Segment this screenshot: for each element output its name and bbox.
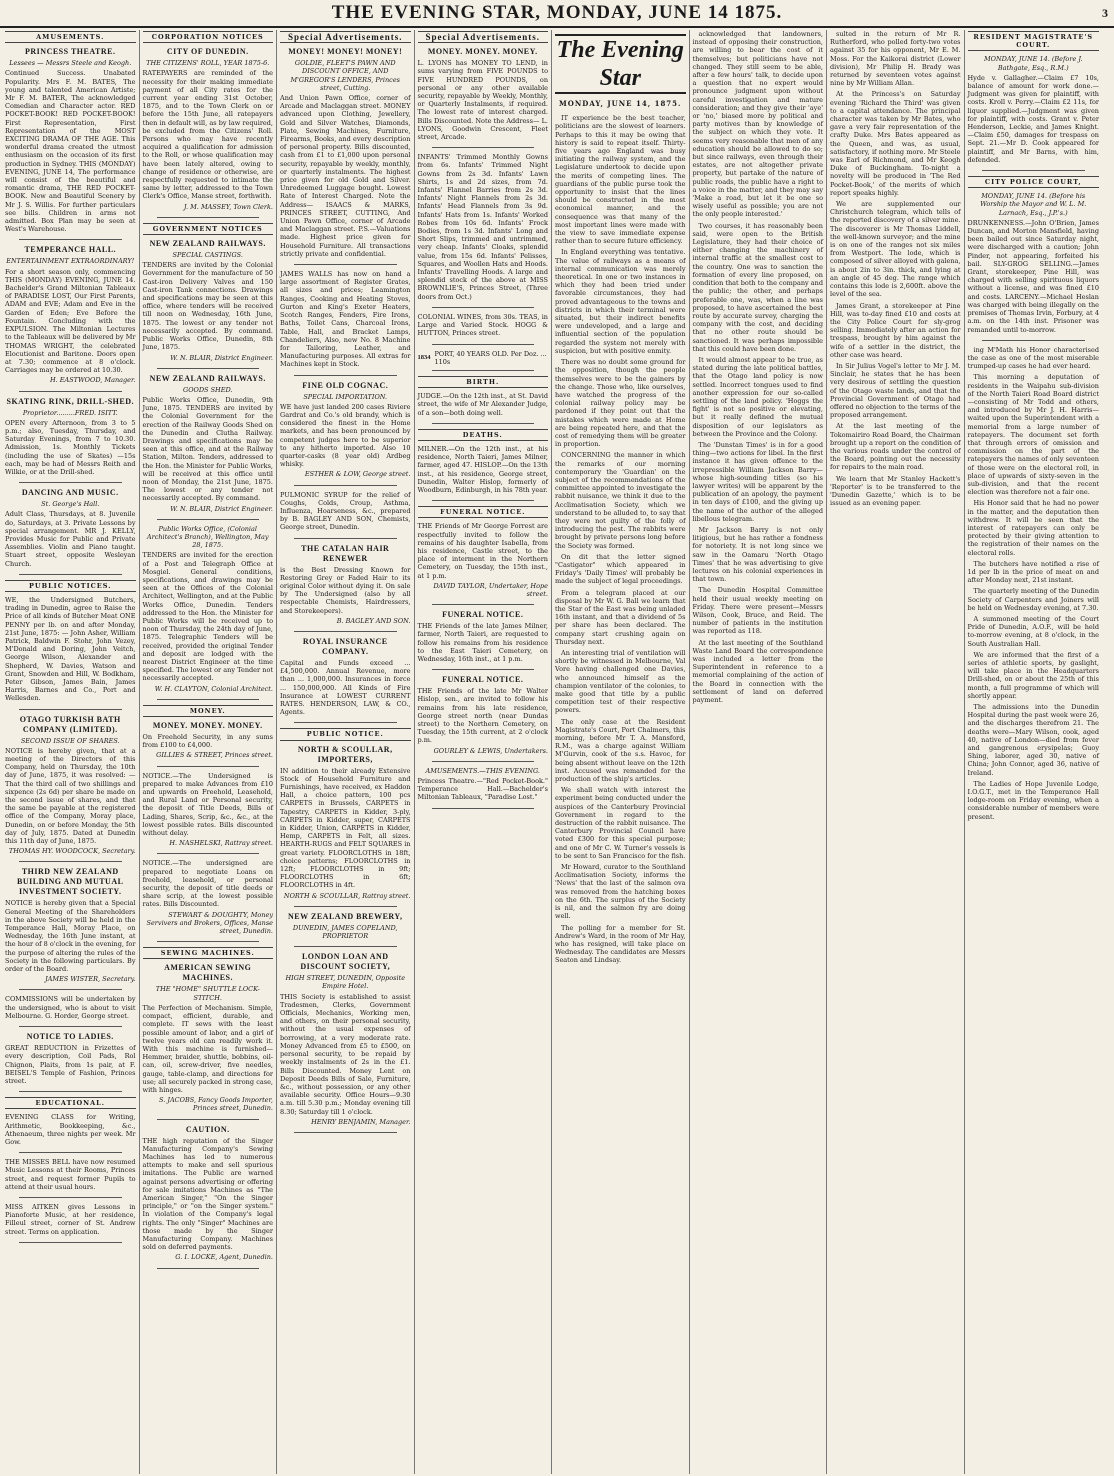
divider: [157, 941, 260, 942]
notice-body: Continued Success. Unabated Popularity. Mrs F. M. BATES, The young and talented American Artiste; Mr F. M. BATER, The acknowledged Comedian and Character actor. RED POCKET-BOOK! RED POCKET-BOOK! First Representation, First Representation of the MOST EXCITING DRAMA OF THE AGE. This wonderful drama created the utmost enthusiasm on the occasion of its first production in Sydney. THIS (MONDAY) EVENING, JUNE 14, The performance will consist of the beautiful and romantic drama, THE RED POCKET-BOOK. New and Beautiful Scenery by Mr J. S. Willis. For further particulars see bills. Children in arms not admitted. Box Plan may be seen at West's Warehouse.: [5, 69, 136, 234]
notice-subtitle: SPECIAL CASTINGS.: [172, 251, 243, 260]
notice-title: MONEY. MONEY. MONEY.: [152, 721, 263, 731]
notice-item: [418, 313, 549, 338]
notice-item: [280, 491, 411, 532]
section-heading: MONEY.: [143, 705, 274, 717]
notice-subtitle: ENTERTAINMENT EXTRAORDINARY!: [6, 257, 135, 266]
section-heading: Special Advertisements.: [418, 31, 549, 43]
divider: [19, 482, 122, 483]
notice-body: Capital and Funds exceed ... £4,500,000. Annual Revenue, more than ... 1,000,000. Insurances in force ... 150,000,000. All Kinds of Fire Insurance at LOWEST CURRENT RATES. HENDERSON, LAW, & CO., Agents.: [280, 658, 411, 717]
divider: [432, 669, 535, 670]
notice-title: MONEY. MONEY. MONEY.: [427, 47, 538, 57]
section-heading: BIRTH.: [418, 376, 549, 388]
notice-item: [5, 715, 136, 856]
article-paragraph: There was no doubt some ground for the opposition, though the people themselves were to be the gainers by the change. Those who, like ourselves, have watched the progress of the colonial railway policy may be pardoned if they point out that the mistakes which were made at Home are being repeated here, and that the cost of remedying them will be greater in proportion.: [555, 358, 686, 449]
article-paragraph: James Grant, a storekeeper at Pine Hill, was to-day fined £10 and costs at the City Police Court for sly-grog selling. Immediately after an action for trespass, brought by him against the wife of a settler in the district, the other case was heard.: [830, 301, 961, 359]
notice-signature: GOURLEY & LEWIS, Undertakers.: [433, 746, 548, 755]
notice-signature: H. NASHELSKI, Rattray street.: [169, 839, 273, 848]
notice-item: [5, 867, 136, 983]
notice-title: NEW ZEALAND RAILWAYS.: [149, 239, 266, 249]
notice-item: [418, 153, 549, 301]
notice-subtitle: St. George's Hall.: [41, 500, 100, 509]
editorial-article: [693, 30, 824, 704]
notice-body: And Union Pawn Office, corner of Arcade and Maclaggan street. MONEY advanced upon Clothing, Jewellery, Gold and Silver Watches, Diamonds, Plate, Sewing Machines, Furniture, Firearms, Books, and every description of personal property. Bills discounted, cash from £1 to £1,000 upon personal security, repayable by weekly, monthly, or quarterly instalments. The highest price given for old Gold and Silver. Unredeemed Luggage bought. Lowest Rate of Interest Charged. Note the Address— ISAACS & MARKS, PRINCES STREET, CUTTING, And Union Pawn Office, corner of Arcade and Maclaggan street. P.S.—Valuations made. Highest price given for Household Furniture. All transactions strictly private and confidential.: [280, 94, 411, 258]
divider: [157, 519, 260, 520]
divider: [157, 1268, 260, 1269]
notice-body: EVENING CLASS for Writing, Arithmetic, Bookkeeping, &c., Athenaeum, three nights per week. Mr Gow.: [5, 1113, 136, 1146]
notice-subtitle: Public Works Office, (Colonial Architect's Branch), Wellington, May 28, 1875.: [146, 524, 269, 550]
notice-subtitle: GOLDIE, FLEET'S PAWN AND DISCOUNT OFFICE, AND M'GREGOR'S LENDERS, Princes street, Cutting.: [290, 59, 401, 92]
divider: [157, 1119, 260, 1120]
notice-body: THIS Society is established to assist Tradesmen, Clerks, Government Officials, Mechanics, Working men, and others, on their personal security, without the usual expenses of borrowing, at a very moderate rate. Money Advanced from £5 to £500, on personal security, to be repaid by weekly instalments of 2s in the £1. Bills Discounted. Money Lent on Deposit Deeds Bills of Sale, Furniture, &c., without possession, or any other available security. Office Hours—9.30 a.m. till 5.30 p.m.; Monday evening till 8.30; Saturday till 1 o'clock.: [280, 992, 411, 1116]
notice-item: [5, 245, 136, 384]
notice-signature: S. JACOBS, Fancy Goods Importer, Princes street, Dunedin.: [158, 1096, 273, 1113]
column-8: [965, 30, 1103, 1474]
notice-item: [280, 381, 411, 479]
notice-body: TENDERS are invited for the erection of a Post and Telegraph Office at Mosgiel. General conditions, specifications, and drawings may be seen at the Offices of the Colonial Architect, Wellington, and at the Public Works Office, Dunedin. Tenders addressed to the Hon. the Minister for Public Works will be received up to noon of Thursday, the 24th day of June, 1875. Telegraphic Tenders will be received, provided the original Tender and deposit are lodged with the nearest District Engineer at the time specified. The lowest or any Tender not necessarily accepted.: [142, 551, 273, 683]
divider: [294, 946, 397, 947]
notice-item: [280, 270, 411, 368]
article-paragraph: At the last meeting of the Southland Waste Land Board the correspondence was included a letter from the Superintendent in reference to a memorial complaining of the action of the Board in connection with the settlement of land on deferred payment.: [692, 638, 823, 705]
article-paragraph: In Sir Julius Vogel's letter to Mr J. M. Sinclair, he states that he has been very desirous of settling the question of the Otago waste lands, and that the Provincial Government of Otago had offered no objection to the terms of the proposed arrangement.: [830, 361, 961, 420]
article-paragraph: At the last meeting of the Tokomairiro Road Board, the Chairman brought up a report on the condition of the various roads under the control of the Board, pointing out the necessity for repairs to the main road.: [830, 422, 961, 472]
port-wine-ad: [418, 350, 549, 366]
article-paragraph: The Ladies of Hope Juvenile Lodge, I.O.G.T., met in the Temperance Hall lodge-room on Friday evening, when a considerable number of members were present.: [967, 779, 1099, 821]
notice-body: THE MISSES BELL have now resumed Music Lessons at their Rooms, Princes street, and request former Pupils to attend at their usual hours.: [5, 1158, 136, 1191]
notice-body: THE Friends of the late James Milner, farmer, North Taieri, are requested to follow his remains from his residence to the East Taieri Cemetery, on Wednesday, 16th inst., at 1 p.m.: [417, 622, 548, 663]
notice-item: [418, 675, 549, 755]
column-2: [140, 30, 278, 1474]
notice-title: FUNERAL NOTICE.: [442, 675, 524, 685]
notice-title: MONEY! MONEY! MONEY!: [288, 47, 403, 57]
divider: [294, 906, 397, 907]
column-4: [415, 30, 553, 1474]
article-paragraph: An interesting trial of ventilation will shortly be witnessed in Melbourne, Val Vore having challenged one Davies, who announced himself as the champion ventilator of the colonies, to make good that title by a public competition test of their respective powers.: [555, 649, 686, 715]
notice-item: [5, 995, 136, 1020]
editorial-article: [555, 114, 686, 964]
article-paragraph: The admissions into the Dunedin Hospital during the past week were 26, and the discharges therefrom 21. The deaths were—Mary Wilson, cook, aged 40, native of London—died from fever and gangrenous erysipelas; Guoy Shing, laborer, aged 30, native of China; John Connor, aged 36, native of Ireland.: [967, 703, 1099, 777]
notice-item: [143, 963, 274, 1112]
section-heading: PUBLIC NOTICE.: [280, 728, 411, 740]
notice-item: [418, 522, 549, 598]
notice-body: RATEPAYERS are reminded of the necessity for their making immediate payment of all City rates for the current year ending 31st October, 1875, and to the Town Clerk on or before the 15th June, all ratepayers then in default will, as by law required, be excluded from the Citizens' Roll. Persons who may have recently acquired a qualification for admission to the Roll, or whose qualification may have been lately altered, owing to change of residence or otherwise, are respectfully requested to intimate the same by letter, addressed to the Town Clerk's Office, Manse street, forthwith.: [142, 69, 273, 201]
notice-subtitle: Lessees — Messrs Steele and Keogh.: [9, 59, 132, 68]
newspaper-logo: The Evening Star: [555, 34, 686, 94]
notice-item: [280, 952, 411, 1126]
notice-signature: JAMES WISTER, Secretary.: [45, 975, 136, 984]
article-paragraph: ing M'Math his Honor characterised the case as one of the most miserable trumped-up cases he had ever heard.: [967, 345, 1099, 371]
notice-title: TEMPERANCE HALL.: [24, 245, 117, 255]
notice-item: [968, 55, 1100, 164]
notice-signature: DAVID TAYLOR, Undertaker, Hope street.: [433, 581, 548, 598]
notice-title: CITY OF DUNEDIN.: [166, 47, 249, 57]
notice-item: [5, 1203, 136, 1236]
page-number: 3: [1102, 6, 1108, 20]
notice-signature: G. I. LOCKE, Agent, Dunedin.: [175, 1253, 273, 1262]
notice-item: [280, 637, 411, 716]
notice-body: COLONIAL WINES, from 30s. TEAS, in Large and Varied Stock. HOGG & HUTTON, Princes street.: [417, 312, 548, 338]
notice-body: Princess Theatre.—"Red Pocket-Book." Temperance Hall.—Bachelder's Miltonian Tableaux, "Paradise Lost.": [417, 777, 548, 802]
notice-body: PULMONIC SYRUP for the relief of Coughs, Colds, Croup, Asthma, Influenza, Hoarseness, &c., prepared by B. BAGLEY AND SON, Chemists, George street, Dunedin.: [280, 490, 411, 532]
notice-item: [280, 544, 411, 625]
column-grid: [2, 30, 1112, 1474]
notice-title: DANCING AND MUSIC.: [21, 488, 119, 498]
divider: [19, 391, 122, 392]
divider: [294, 538, 397, 539]
notice-item: [143, 772, 274, 848]
divider: [294, 722, 397, 723]
notice-signature: THOMAS HY. WOODCOCK, Secretary.: [8, 847, 136, 856]
notice-title: NOTICE TO LADIES.: [26, 1032, 114, 1042]
notice-body: TENDERS are invited by the Colonial Government for the manufacture of 50 Cast-iron Delivery Valves and 150 Cast-iron Tank connections. Drawings and specifications may be seen at this office, where tenders will be received till noon on Wednesday, 16th June, 1875. The lowest or any tender not necessarily accepted. By command. Public Works Office, Dunedin, 8th June, 1875.: [142, 261, 273, 352]
notice-title: PRINCESS THEATRE.: [25, 47, 116, 57]
notice-subtitle: SECOND ISSUE OF SHARES.: [20, 736, 120, 745]
notice-subtitle: SPECIAL IMPORTATION.: [303, 392, 388, 401]
divider: [982, 340, 1086, 341]
divider: [19, 1242, 122, 1243]
article-paragraph: We shall watch with interest the experiment being conducted under the auspices of the Canterbury Provincial Government in regard to the destruction of the rabbit nuisance. The Canterbury Provincial Council have voted £300 for this special purpose; and one of Mr C. W. Turner's vessels is to be sent to San Francisco for the fish.: [555, 786, 686, 860]
divider: [157, 368, 260, 369]
article-paragraph: The butchers have notified a rise of 1d per lb in the price of meat on and after Monday next, 21st instant.: [967, 559, 1099, 585]
divider: [19, 989, 122, 990]
notice-body: NOTICE is hereby given, that at a meeting of the Directors of this Company, held on Thursday, the 10th day of June, 1875, it was resolved: — That the third call of two shillings and sixpence (2s 6d) per share be made on the second issue of shares, and that the same be payable at the registered office of the Company, Moray place, Dunedin, on or before Monday, the 5th day of July, 1875. Dated at Dunedin this 11th day of June, 1875.: [5, 746, 136, 846]
section-heading: AMUSEMENTS.: [5, 31, 136, 43]
divider: [432, 423, 535, 424]
divider: [432, 370, 535, 371]
divider: [157, 217, 260, 218]
notice-body: Hyde v. Gallagher.—Claim £7 10s, balance of amount for work done.—Judgment was given for plaintiff, with costs. Kroll v. Perry.—Claim £2 11s, for liquor supplied.—Judgment was given for plaintiff, with costs. Grant v. Peter Henderson, Leckie, and James Knight.—Claim £50, damages for trespass on Sept. 21.—Mr D. Cook appeared for plaintiff, and Mr Barns, with him, defended.: [967, 73, 1099, 164]
divider: [19, 574, 122, 575]
section-heading: SEWING MACHINES.: [143, 947, 274, 959]
notice-item: [5, 1113, 136, 1146]
section-heading: GOVERNMENT NOTICES: [143, 223, 274, 235]
divider: [19, 1091, 122, 1092]
divider: [432, 307, 535, 308]
article-paragraph: His Honor said that he had no power in the matter, and the deputation then withdrew. It will be seen that the interest of ratepayers can only be protected by their giving attention to the registration of their names on the electoral rolls.: [967, 499, 1099, 557]
divider: [294, 485, 397, 486]
notice-title: THIRD NEW ZEALAND BUILDING AND MUTUAL INVESTMENT SOCIETY.: [17, 867, 124, 897]
column-7: [827, 30, 965, 1474]
divider: [294, 375, 397, 376]
notice-item: [143, 239, 274, 362]
divider: [982, 170, 1086, 171]
notice-body: NOTICE.—The Undersigned is prepared to make Advances from £10 and upwards on Freehold, Leasehold, and Rural Land or Personal security, the deposit of Title Deeds, Bills of Lading, Shares, Scrip, &c., &c., at the lowest possible rates. Bills discounted without delay.: [142, 771, 273, 838]
masthead: [0, 0, 1114, 28]
notice-title: OTAGO TURKISH BATH COMPANY (LIMITED).: [19, 714, 121, 734]
divider: [294, 1132, 397, 1133]
issue-date: MONDAY, JUNE 14, 1875.: [559, 99, 682, 108]
notice-body: GREAT REDUCTION in Frizettes of every description, Coil Pads, Rol Chignon, Plaits, from 1s pair, at F. BEISEL'S Temple of Fashion, Princes street.: [5, 1044, 136, 1085]
notice-title: FINE OLD COGNAC.: [302, 380, 389, 390]
divider: [19, 1026, 122, 1027]
notice-body: INFANTS' Trimmed Monthly Gowns from 6s. Infants' Trimmed Night Gowns from 2s 3d. Infants' Lawn Shirts, 1s and 2d sizes, from 7d. Infants' Flannel Barries from 2s 3d. Infants' Night Flannels from 2s 3d. Infants' Head Flannels from 3s 9d. Infants' Hats from 1s. Infants' Worked Robes from 10s 6d. Infants' Frock Bodies, from 1s 3d. Infants' Long and Short Slips, trimmed and untrimmed, very cheap. Infants' Cloaks, splendid value, from 15s 6d. Infants' Pelisses, Squares, and Woollen Hats and Hoods. Infants' Travelling Hoods. A large and splendid stock of the above at MISS BROWNLIE'S, Princes Street, (Three doors from Oct.): [417, 153, 548, 301]
article-paragraph: On dit that the letter signed "Castigator" which appeared in Friday's 'Daily Times' will probably be made the subject of legal proceedings.: [555, 552, 686, 586]
notice-item: [418, 47, 549, 141]
notice-signature: ESTHER & LOW, George street.: [304, 470, 411, 479]
notice-title: LONDON LOAN AND DISCOUNT SOCIETY,: [300, 952, 391, 972]
notice-title: THE CATALAN HAIR RENEWER: [301, 543, 390, 563]
notice-subtitle: DUNEDIN, JAMES COPELAND, PROPRIETOR: [292, 923, 398, 941]
article-paragraph: The quarterly meeting of the Dunedin Society of Carpenters and Joiners will be held on Wednesday evening, at 7.30.: [967, 587, 1099, 612]
section-heading: Special Advertisements.: [280, 31, 411, 43]
notice-body: WE, the Undersigned Butchers, trading in Dunedin, agree to Raise the Price of all kinds of Butcher Meat ONE PENNY per lb. on and after Monday, 21st June, 1875: — John Asher, William Patrick, Baldwin F. Stohr, John Vezey, M'Donald and Doring, John Veitch, George Wilson, Alexander and Shepherd, W. Davies, Watson and Grant, Snowden and Hill, W. Bodkham, Peter Gibson, James Bain, James Harris, Barnes and Co., Port and Wellesden.: [5, 595, 136, 703]
divider: [294, 264, 397, 265]
notice-title: NORTH & SCOULLAR, IMPORTERS,: [297, 744, 393, 764]
column-1: [2, 30, 140, 1474]
section-heading: EDUCATIONAL.: [5, 1097, 136, 1109]
section-heading: CORPORATION NOTICES: [143, 31, 274, 43]
notice-item: [143, 525, 274, 693]
notice-body: MISS AITKEN gives Lessons in Pianoforte Music, at her residence, Filleul street, corner of St. Andrew street. Terms on application.: [5, 1202, 136, 1236]
notice-title: CAUTION.: [185, 1124, 230, 1134]
notice-body: For a short season only, commencing THIS (MONDAY) EVENING, JUNE 14. Bachelder's Grand Miltonian Tableaux of PARADISE LOST, Our First Parents, ADAM and EVE; Adam and Eve in the Garden of Eden; Eve Before the Fountain. Concluding with the EXPULSION. The Miltonian Lectures to the Tableaux will be delivered by Mr THOMAS WRIGHT, the celebrated Elocutionist and Baritone. Doors open at 7.30; commence at 8 o'clock. Carriages may be ordered at 10.30.: [5, 267, 136, 375]
notice-item: [143, 1125, 274, 1262]
notice-body: Adult Class, Thursdays, at 8. Juvenile do, Saturdays, at 3. Private Lessons by special arrangement. MR J. KELLY, Provides Music for Public and Private Assemblies. Violin and Piano taught. Stuart street, opposite Wesleyan Church.: [5, 510, 136, 568]
divider: [432, 344, 535, 345]
notice-title: NEW ZEALAND RAILWAYS.: [149, 373, 266, 383]
notice-body: On Freehold Security, in any sums from £100 to £4,000.: [142, 733, 273, 750]
divider: [19, 709, 122, 710]
notice-item: [280, 745, 411, 900]
notice-signature: B. BAGLEY AND SON.: [336, 616, 411, 625]
notice-item: [418, 610, 549, 663]
divider: [157, 766, 260, 767]
article-paragraph: It would almost appear to be true, as stated during the late political battles, that the Otago land policy is now settled. Incorrect tongues used to find another expression for our so-called settling of the land policy. 'Hoggs the fight' is not so positive or elevating, but it really defined the mutual disposition of our legislators as between the Province and the Colony.: [692, 355, 823, 438]
notice-subtitle: MONDAY, JUNE 14. (Before J. Bathgate, Esq., R.M.): [983, 55, 1083, 72]
notice-signature: W. H. CLAYTON, Colonial Architect.: [154, 684, 273, 693]
notice-body: THE Friends of the late Mr Walter Hislop, sen., are invited to follow his remains from his late residence, George street north (near Dundas street) to the Northern Cemetery, on Tuesday, the 15th current, at 2 o'clock p.m.: [417, 687, 548, 745]
section-heading: FUNERAL NOTICE.: [418, 506, 549, 518]
notice-subtitle: Proprietor.........FRED. ISITT.: [22, 408, 118, 417]
notice-item: [280, 912, 411, 940]
notice-body: IN addition to their already Extensive Stock of Household Furniture and Furnishings, have received, ex Haddon Hall, a choice pattern, 100 pcs CARPETS in Brussels, CARPETS in Tapestry, CARPETS in Kidder, 3-ply, CARPETS in Kidder, super, CARPETS in Kidder, Union, CARPETS in Kidder, Hemp, CARPETS in Felt, all sizes. HEARTH-RUGS and FELT SQUARES in great variety. FLOORCLOTHS in 18ft, choice patterns; FLOORCLOTHS in 12ft; FLOORCLOTHS in 9ft; FLOORCLOTHS in 6ft; FLOORCLOTHS in 4ft.: [280, 766, 411, 890]
article-paragraph: CONCERNING the manner in which the remarks of our morning contemporary the 'Guardian' on the subject of the recommendations of the committee appointed to investigate the rabbit nuisance, we think it due to the Acclimatisation Society, which we understand to be alluded to, to say that they were not guilty of the folly of introducing the pest. The rabbits were brought by private persons long before the Society was formed.: [555, 451, 686, 550]
editorial-article: [830, 30, 961, 507]
article-paragraph: The 'Dunstan Times' is in for a good thing—two actions for libel. In the first instance it has given offence to the irrepressible William Jackson Barry—whose high-sounding titles (so his lawyer writes) will be apparent by the publication of an apology, the payment in ten days of £100, and the giving up the name of the author of the alleged libellous telegram.: [692, 440, 823, 523]
divider: [432, 147, 535, 148]
article-paragraph: Mr Jackson Barry is not only litigious, but he has rather a fondness for notoriety. It is not long since we saw in the Oamaru 'North Otago Times' that he was advertising to give lectures on his colonial experiences in that town.: [692, 525, 823, 584]
divider: [19, 1152, 122, 1153]
divider: [294, 631, 397, 632]
divider: [432, 761, 535, 762]
notice-item: [5, 397, 136, 477]
notice-subtitle: THE CITIZENS' ROLL, YEAR 1875-6.: [146, 59, 270, 68]
notice-signature: NORTH & SCOULLAR, Rattray street.: [283, 891, 411, 900]
article-paragraph: IT experience be the best teacher, politicians are the slowest of learners. Perhaps to this it may be owing that history is said to repeat itself. Thirty-five years ago England was busy initiating the railway system, and the Legislature undertook to decide upon the merits of competing lines. The guardians of the public purse took the opportunity to insist that the lines should be constructed in the most economical manner, and the consequence was that many of the most important lines were made with the view to save immediate expense rather than to secure future efficiency.: [555, 114, 686, 246]
section-heading: RESIDENT MAGISTRATE'S COURT.: [968, 31, 1100, 51]
article-paragraph: This morning a deputation of residents in the Waipahu sub-division of the North Taieri Road Board district—consisting of Mr Todd and others, and introduced by Mr J. H. Harris—waited upon the Superintendent with a memorial from a large number of ratepayers. The document set forth that through errors of omission and commission on the part of the ratepayers the names of only seventeen of those were on the electoral roll, in place of upwards of sixty-seven in the sub-division, and that the recent election was therefore not a fair one.: [967, 373, 1099, 497]
notice-signature: H. EASTWOOD, Manager.: [49, 376, 136, 385]
notice-body: L. LYONS has MONEY TO LEND, in sums varying from FIVE POUNDS to FIVE HUNDRED POUNDS, on personal or any other available security, repayable by Weekly, Monthly, or Quarterly Instalments, if required. The lowest rate of interest charged. Bills Discounted. Note the Address— L. LYONS, Goodwin Crescent, Fleet street, Arcade.: [417, 59, 548, 142]
notice-item: [5, 47, 136, 233]
notice-subtitle: GOODS SHED.: [183, 385, 233, 394]
article-paragraph: Mr Howard, curator to the Southland Acclimatisation Society, informs the 'News' that the last of the salmon ova was removed from the hatching boxes on the 6th. The surplus of the Society is nil, and the salmon fry are doing well.: [555, 863, 686, 921]
notice-item: [418, 767, 549, 802]
notice-body: THE Friends of Mr George Forrest are respectfully invited to follow the remains of his daughter Isabella, from his residence, Castle street, to the place of interment in the Northern Cemetery, on Tuesday, the 15th inst., at 1 p.m.: [417, 522, 548, 580]
divider: [19, 861, 122, 862]
notice-body: COMMISSIONS will be undertaken by the undersigned, who is about to visit Melbourne. G. Horder, George street.: [5, 995, 136, 1020]
notice-title: ROYAL INSURANCE COMPANY.: [302, 636, 388, 656]
notice-item: [5, 488, 136, 568]
article-paragraph: acknowledged that landowners, instead of opposing their construction, are willing to bear the cost of it themselves; but politicians have not changed. They still seem to be able, after a few hours' talk, to decide upon a question that no expert would pronounce judgment upon without careful investigation and mature consideration; and they give their 'aye' or 'no,' biased more by political and party motives than by knowledge of the subject on which they vote. It seems very reasonable that men of any education should be allowed to do so; but since railways, even through their estates, are not altogether private property, but partake of the nature of public roads, the public have a right to a voice in the matter, and they may say 'Make a road, but let it be one so wisely useful as possible; you are not the only people interested.': [692, 30, 823, 219]
article-paragraph: We learn that Mr Stanley Hackett's 'Reporter' is to be transferred to the 'Dunedin Gazette,' which is to be issued as an evening paper.: [830, 474, 961, 508]
article-paragraph: At the Princess's on Saturday evening 'Richard the Third' was given to a capital attendance. The principal character was taken by Mr Bates, who gave a very fair representation of the crafty Duke. Mrs Bates appeared as the Queen, and was, as usual, satisfactory, if nothing more. Mr Steele was Earl of Richmond, and Mr Keogh Duke of Buckingham. To-night a novelty will be produced in 'The Red Pocket-Book,' of the merits of which report speaks highly.: [830, 90, 961, 197]
notice-item: [143, 47, 274, 211]
notice-signature: STEWART & DOUGHTY, Money Servivers and Brokers, Offices, Manse street, Dunedin.: [146, 910, 273, 936]
notice-body: Public Works Office, Dunedin, 9th June, 1875. TENDERS are invited by the Colonial Government for the erection of the Railway Goods Shed on the Dunedin and Clutha Railway. Drawings and specifications may be seen at this office, and at the Railway Station, Milton. Tenders, addressed to the Hon. the Minister for Public Works, will be received at this office until noon of Monday, the 21st June, 1875. The lowest or any tender not necessarily accepted. By command.: [142, 395, 273, 503]
notice-signature: GILLIES & STREET, Princes street.: [156, 751, 273, 760]
notice-body: NOTICE.—The undersigned are prepared to negotiate Loans on freehold, leasehold, or personal security, the deposit of title deeds or share scrip, at the lowest possible rates. Bills Discounted.: [142, 859, 273, 909]
divider: [19, 239, 122, 240]
section-heading: CITY POLICE COURT,: [968, 176, 1100, 188]
masthead-title: THE EVENING STAR, MONDAY, JUNE 14 1875.: [331, 2, 783, 23]
notice-body: OPEN every Afternoon, from 3 to 5 p.m.; also, Tuesday, Thursday, and Saturday Evenings, from 7 to 10.30. Admission, 1s. Monthly Tickets (including the use of Skates) —15s each, may be had of Messrs Reith and Wilkie, or at the Drill-shed.: [5, 418, 136, 476]
notice-signature: J. M. MASSEY, Town Clerk.: [183, 202, 273, 211]
notice-body: MILNER.—On the 12th inst., at his residence, North Taieri, James Milner, farmer, aged 47. HISLOP.—On the 13th inst., at his residence, George street, Dunedin, Walter Hislop, formerly of Woodburn, Edinburgh, in his 78th year.: [417, 444, 548, 494]
notice-item: [143, 859, 274, 935]
article-paragraph: The only case at the Resident Magistrate's Court, Port Chalmers, this morning, before Mr T. A. Mansford, R.M., was a charge against William M'Gurvin, cook of the s.s. Havoc, for being absent without leave on the 12th inst. Accused was remanded for the production of the ship's articles.: [555, 717, 686, 784]
article-paragraph: In England everything was tentative. The value of railways as a means of internal communication was merely theoretical. In one or two instances in which they had been tried under favorable circumstances, they had proved advantageous to the towns and districts in which their terminal were situated, but their indirect benefits were undeveloped, and a large and influential section of the population regarded the system not merely with suspicion, but with positive enmity.: [555, 248, 686, 355]
notice-body: DRUNKENNESS.—John O'Brien, James Duncan, and Morton Mansfield, having been bailed out since Saturday night, were discharged with a caution; John Pinder, not appearing, forfeited his bail. SLY-GROG SELLING.—James Grant, storekeeper, Pine Hill, was charged with selling spirituous liquors without a license, and was fined £10 and costs. LARCENY.—Michael Heslan was charged with being illegally on the premises of Thomas Irvin, Forbury, at 4 a.m. on the 14th inst. Prisoner was remanded until to-morrow.: [967, 218, 1099, 334]
notice-item: [5, 596, 136, 703]
notice-body: THE high reputation of the Singer Manufacturing Company's Sewing Machines has led to numerous attempts to make and sell spurious imitations. The Public are warned against persons advertising or offering for sale imitations Machines as "The American Singer," "On the Singer principle," or "on the Singer system." In violation of the Company's legal rights. The only "Singer" Machines are those made by the Singer Manufacturing Company. Machines sold on deferred payments.: [142, 1136, 273, 1252]
notice-item: [418, 392, 549, 417]
column-5: [552, 30, 690, 1474]
notice-item: [280, 47, 411, 258]
notice-item: [968, 192, 1100, 333]
notice-title: AMERICAN SEWING MACHINES.: [164, 963, 252, 983]
editorial-article: [968, 346, 1100, 821]
divider: [432, 808, 535, 809]
article-paragraph: The Dunedin Hospital Committee held their usual weekly meeting on Friday. There were present—Messrs Wilson, Cook, Bruce, and Reid. The number of patients in the institution was reported as 118.: [692, 586, 823, 636]
notice-item: [143, 374, 274, 513]
notice-title: SKATING RINK, DRILL-SHED.: [6, 396, 134, 406]
divider: [432, 500, 535, 501]
notice-body: WE have just landed 200 cases Riviere Gardrat and Co.'s old brandy, which is considered the finest in the Home markets, and has been pronounced by competent judges here to be superior to any hitherto imported. Also 10 quarter-casks (8 year old) Ardbeg whisky.: [280, 402, 411, 469]
section-heading: DEATHS.: [418, 429, 549, 441]
notice-item: [5, 1158, 136, 1191]
notice-signature: HENRY BENJAMIN, Manager.: [311, 1117, 411, 1126]
article-paragraph: Two courses, it has reasonably been said, were open to the British Legislature, they had their choice of either changing the machinery of internal traffic at the smallest cost to the country. One was to sanction the formation of every line proposed, on condition that both to the company and the public; the other, and perhaps preferable one, was, when a line was proposed, to have ascertained the best route by accurate survey, charging the company with the cost, and deciding that no other route should be sanctioned. It was perhaps impossible that this could have been done.: [692, 221, 823, 353]
notice-subtitle: THE "HOME" SHUTTLE LOCK-STITCH.: [155, 985, 260, 1002]
article-paragraph: The polling for a member for St. Andrew's Ward, in the room of Mr Hay, who has resigned, will take place on Wednesday. The candidates are Messrs Seaton and Lindsay.: [555, 923, 686, 965]
article-paragraph: A summoned meeting of the Court Pride of Dunedin, A.O.F., will be held to-morrow evening, at 8 o'clock, in the South Australian Hall.: [967, 615, 1099, 648]
divider: [157, 853, 260, 854]
article-paragraph: From a telegram placed at our disposal by Mr W. G. Ball we learn that the Star of the East was being unladed 16th instant, and that a dividend of 5s per share has been declared. The company start crushing again on Thursday next.: [555, 588, 686, 646]
notice-item: [143, 721, 274, 760]
notice-subtitle: MONDAY, JUNE 14. (Before his Worship the Mayor and W. L. M. Larnach, Esq., J.P.'s.): [980, 192, 1087, 217]
notice-subtitle: AMUSEMENTS.—THIS EVENING.: [425, 766, 540, 775]
notice-item: [5, 1032, 136, 1085]
section-heading: PUBLIC NOTICES.: [5, 580, 136, 592]
article-paragraph: We are informed that the first of a series of athletic sports, by gaslight, will take place in the Headquarters Drill-shed, on or about the 25th of this month, a full programme of which will shortly appear.: [967, 650, 1099, 700]
divider: [157, 699, 260, 700]
notice-title: FUNERAL NOTICE.: [442, 610, 524, 620]
notice-subtitle: HIGH STREET, DUNEDIN, Opposite Empire Hotel.: [285, 974, 406, 991]
divider: [432, 604, 535, 605]
divider: [19, 1197, 122, 1198]
notice-body: is the Best Dressing Known for Restoring Grey or Faded Hair to its original Color without dying it. On sale by The Undersigned (also by all respectable Chemists, Hairdressers, and Storekeepers).: [280, 565, 411, 615]
article-paragraph: sulted in the return of Mr R. Rutherford, who polled forty-two votes against 35 for his opponent, Mr E. M. Moss. For the Kaikorai district (Lower division), Mr Philip H. Brady was returned by seventeen votes against nine by Mr William Allan.: [830, 30, 961, 88]
notice-item: [418, 445, 549, 494]
notice-body: JAMES WALLS has now on hand a large assortment of Register Grates, all sizes and prices; Leamington Ranges, Cooking and Heating Stoves, Gurton and King's Exeter Heaters, Scotch Ranges, Fenders, Fire Irons, Baths, Toilet Cans, Charcoal Irons, Table, Hall, and Bracket Lamps, Chandeliers, Also, new No. 8 Machine for Tailoring, Leather, and Manufacturing purposes. All extras for Machines kept in Stock.: [280, 270, 411, 369]
notice-body: The Perfection of Mechanism. Simple, compact, efficient, durable, and complete. IT sews with the least possible amount of labor, and a girl of twelve years old can readily work it. With this machine is furnished—Hemmer, braider, shuttle, bobbins, oil-can, oil, screw-driver, five needles, gauge, table-clamp, and directions for use; all securely packed in strong case, with hinges.: [142, 1003, 273, 1094]
year-text: PORT, 40 YEARS OLD. Per Doz. ... 110s: [434, 349, 547, 366]
notice-body: NOTICE is hereby given that a Special General Meeting of the Shareholders in the above Society will be held in the Temperance Hall, Moray Place, on Wednesday, the 16th June instant, at the hour of 8 o'clock in the evening, for the purpose of altering the rules of the Society in the following particulars. By order of the Board.: [5, 899, 136, 974]
notice-signature: W. N. BLAIR, District Engineer.: [170, 353, 273, 362]
article-paragraph: We are supplemented our Christchurch telegram, which tells of the reported discovery of a silver mine. The discoverer is Mr Thomas Liddell, the well-known surveyor; and the mine is on one of the ranges not six miles from Westport. The lode, which is composed of silver alloyed with galena, is about 2in to 3in. thick, and lying at an angle of 45 deg. The range which contains this lode is 2,600ft. above the level of the sea.: [830, 200, 961, 299]
notice-title: NEW ZEALAND BREWERY,: [288, 911, 403, 921]
column-3: [277, 30, 415, 1474]
notice-signature: W. N. BLAIR, District Engineer.: [170, 504, 273, 513]
year-number: 1834: [417, 353, 431, 361]
column-6: [690, 30, 828, 1474]
notice-body: JUDGE.—On the 12th inst., at St. David street, the wife of Mr Alexander Judge, of a son—both doing well.: [417, 392, 548, 417]
